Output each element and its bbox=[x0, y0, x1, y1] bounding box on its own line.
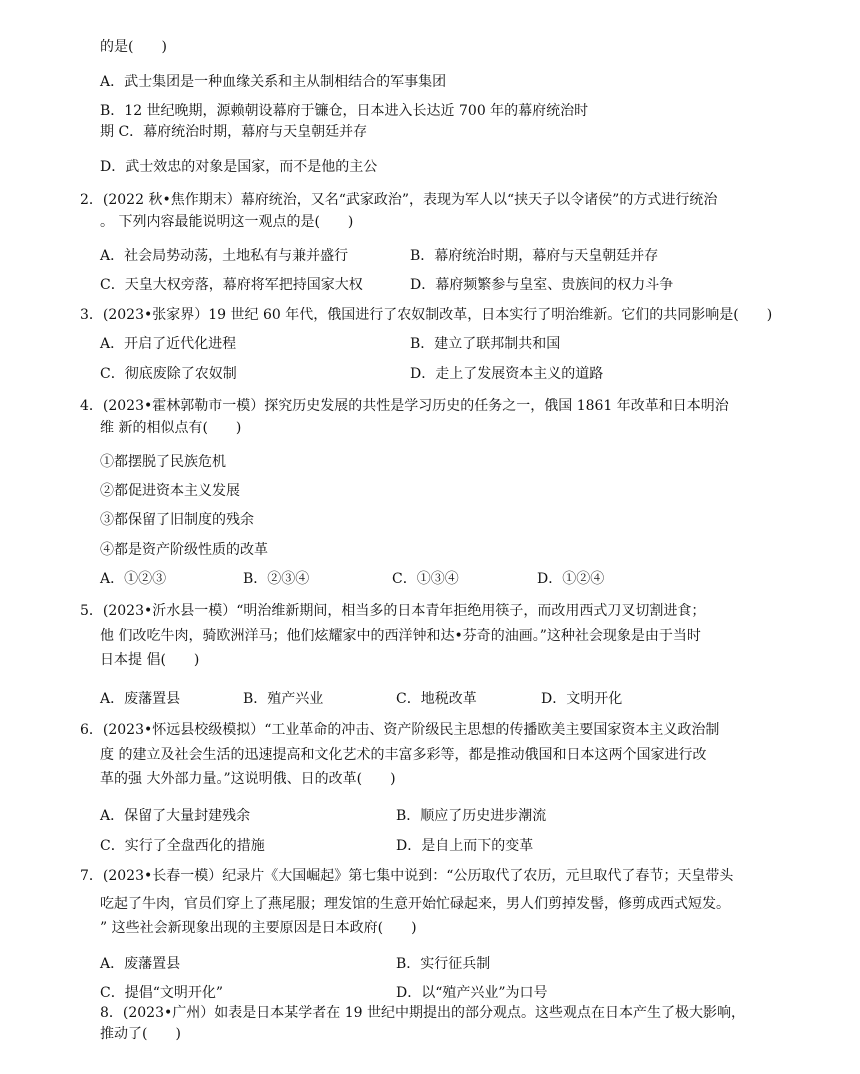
q3-option-b: B．建立了联邦制共和国 bbox=[410, 336, 561, 352]
q4-statement-4: ④都是资产阶级性质的改革 bbox=[100, 542, 268, 558]
q7-stem-line3: ” 这些社会新现象出现的主要原因是日本政府( ) bbox=[100, 920, 417, 936]
q2-stem-line2: 。 下列内容最能说明这一观点的是( ) bbox=[100, 214, 354, 230]
q2-option-b: B．幕府统治时期，幕府与天皇朝廷并存 bbox=[410, 248, 659, 264]
q5-stem-line1: 5．(2023•沂水县一模）“明治维新期间，相当多的日本青年拒绝用筷子，而改用西式刀叉切割进食； bbox=[80, 603, 706, 619]
q4-statement-3: ③都保留了旧制度的残余 bbox=[100, 512, 254, 528]
q7-stem-line1: 7．(2023•长春一模）纪录片《大国崛起》第七集中说到：“公历取代了农历，元旦取代了春节；天皇带头 bbox=[80, 868, 734, 884]
q4-option-c: C．①③④ bbox=[392, 571, 459, 587]
q2-option-a: A．社会局势动荡，土地私有与兼并盛行 bbox=[100, 248, 349, 264]
q6-stem-line1: 6．(2023•怀远县校级模拟）“工业革命的冲击、资产阶级民主思想的传播欧美主要国家资本主义政治制 bbox=[80, 722, 720, 738]
q2-option-d: D．幕府频繁参与皇室、贵族间的权力斗争 bbox=[410, 277, 674, 293]
q6-stem-line3: 革的强 大外部力量。”这说明俄、日的改革( ) bbox=[100, 771, 396, 787]
q7-option-d: D．以“殖产兴业”为口号 bbox=[396, 985, 548, 1001]
q1-option-d: D．武士效忠的对象是国家，而不是他的主公 bbox=[100, 159, 378, 175]
q7-stem-line2: 吃起了牛肉，官员们穿上了燕尾服；理发馆的生意开始忙碌起来，男人们剪掉发髻，修剪成西式短发。 bbox=[100, 896, 730, 912]
q5-option-b: B．殖产兴业 bbox=[243, 691, 324, 707]
q2-stem-line1: 2．(2022 秋•焦作期末）幕府统治，又名“武家政治”，表现为军人以“挟天子以令诸侯”的方式进行统治 bbox=[80, 192, 718, 208]
q4-option-d: D．①②④ bbox=[537, 571, 605, 587]
q4-stem-line2: 维 新的相似点有( ) bbox=[100, 420, 242, 436]
q4-statement-2: ②都促进资本主义发展 bbox=[100, 483, 240, 499]
q4-option-a: A．①②③ bbox=[100, 571, 167, 587]
q5-option-a: A．废藩置县 bbox=[100, 691, 181, 707]
q6-stem-line2: 度 的建立及社会生活的迅速提高和文化艺术的丰富多彩等，都是推动俄国和日本这两个国家进行改 bbox=[100, 747, 707, 763]
q7-option-c: C．提倡“文明开化” bbox=[100, 985, 224, 1001]
q5-stem-line2: 他 们改吃牛肉，骑欧洲洋马；他们炫耀家中的西洋钟和达•芬奇的油画。”这种社会现象是由于当时 bbox=[100, 628, 701, 644]
q3-option-a: A．开启了近代化进程 bbox=[100, 336, 237, 352]
q6-option-a: A．保留了大量封建残余 bbox=[100, 808, 251, 824]
q5-stem-line3: 日本提 倡( ) bbox=[100, 652, 200, 668]
q6-option-d: D．是自上而下的变革 bbox=[396, 838, 534, 854]
q7-option-a: A．废藩置县 bbox=[100, 956, 181, 972]
q1-option-b: B．12 世纪晚期，源赖朝设幕府于镰仓，日本进入长达近 700 年的幕府统治时 bbox=[100, 103, 589, 119]
q5-option-d: D．文明开化 bbox=[541, 691, 623, 707]
q4-statement-1: ①都摆脱了民族危机 bbox=[100, 454, 226, 470]
q4-stem-line1: 4．(2023•霍林郭勒市一模）探究历史发展的共性是学习历史的任务之一，俄国 1861 年改革和日本明治 bbox=[80, 398, 729, 414]
q5-option-c: C．地税改革 bbox=[396, 691, 477, 707]
q3-option-d: D．走上了发展资本主义的道路 bbox=[410, 366, 604, 382]
q1-option-b-c: 期 C．幕府统治时期，幕府与天皇朝廷并存 bbox=[100, 124, 368, 140]
q2-option-c: C．天皇大权旁落，幕府将军把持国家大权 bbox=[100, 277, 363, 293]
q3-stem-line1: 3．(2023•张家界）19 世纪 60 年代，俄国进行了农奴制改革，日本实行了明治维新。它们的共同影响是( ) bbox=[80, 307, 773, 323]
q8-stem-line2: 推动了( ) bbox=[100, 1026, 181, 1042]
q7-option-b: B．实行征兵制 bbox=[396, 956, 491, 972]
q3-option-c: C．彻底废除了农奴制 bbox=[100, 366, 237, 382]
q4-option-b: B．②③④ bbox=[243, 571, 310, 587]
q8-stem-line1: 8．(2023•广州）如表是日本某学者在 19 世纪中期提出的部分观点。这些观点在日本产生了极大影响， bbox=[100, 1005, 745, 1021]
q6-option-b: B．顺应了历史进步潮流 bbox=[396, 808, 547, 824]
q1-stem-end: 的是( ) bbox=[100, 39, 167, 55]
q6-option-c: C．实行了全盘西化的措施 bbox=[100, 838, 265, 854]
q1-option-a: A．武士集团是一种血缘关系和主从制相结合的军事集团 bbox=[100, 74, 447, 90]
